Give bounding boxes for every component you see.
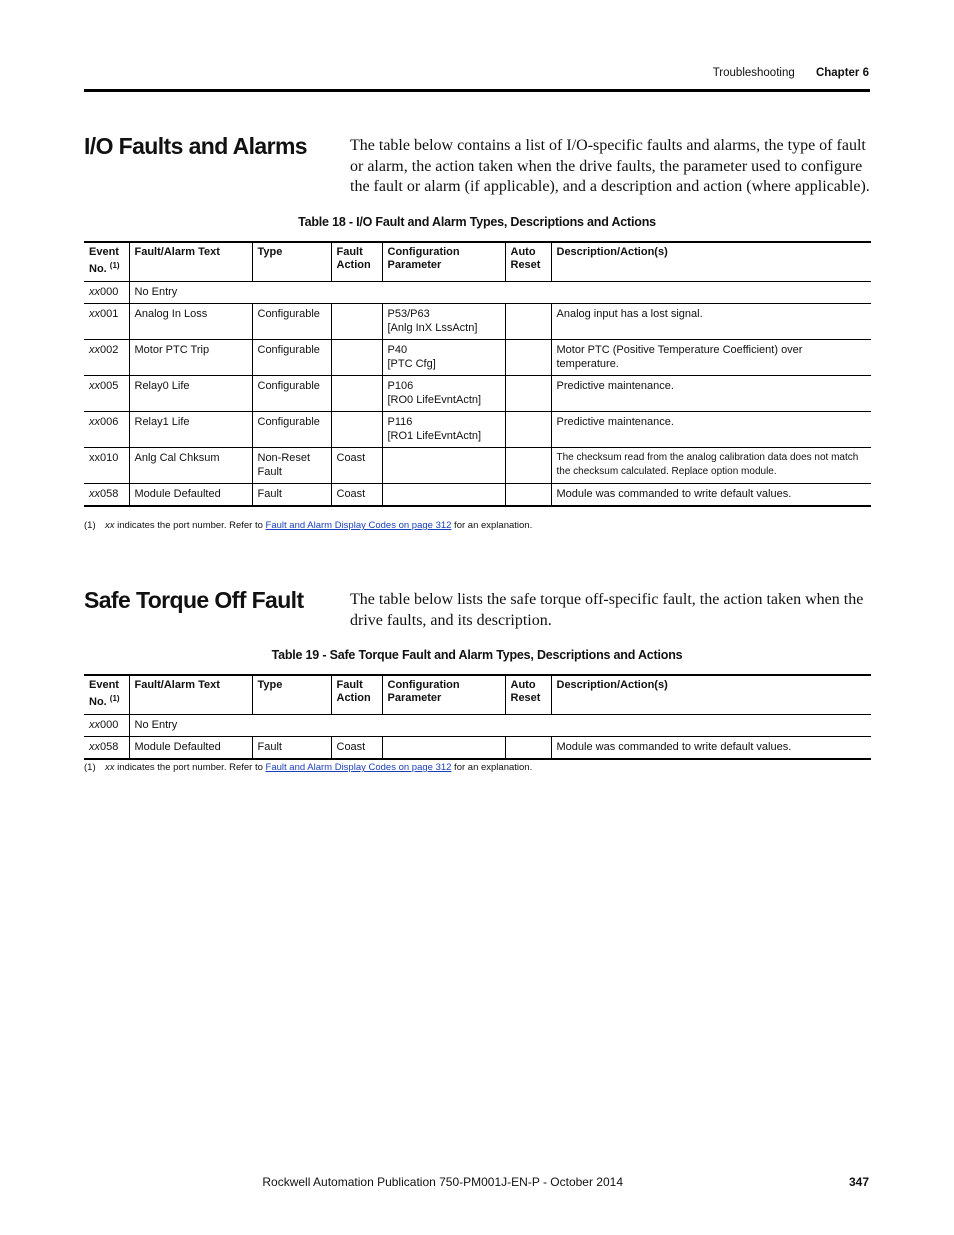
config-parameter: P106 [RO0 LifeEvntActn]: [382, 376, 505, 412]
config-parameter: [382, 448, 505, 484]
col-config-param: Configuration Parameter: [382, 675, 505, 715]
fault-type: Configurable: [252, 304, 331, 340]
io-table-caption: Table 18 - I/O Fault and Alarm Types, Descriptions and Actions: [298, 215, 656, 229]
running-header: [713, 67, 869, 79]
auto-reset: [505, 376, 551, 412]
config-parameter: P53/P63 [Anlg InX LssActn]: [382, 304, 505, 340]
sto-table-caption: Table 19 - Safe Torque Fault and Alarm Types, Descriptions and Actions: [271, 648, 683, 662]
fault-action: [331, 412, 382, 448]
event-number: xx000: [84, 715, 129, 737]
io-fault-table: [84, 241, 871, 507]
fault-action: [331, 376, 382, 412]
header-chapter: Chapter 6: [815, 67, 869, 79]
fault-text: Relay0 Life: [129, 376, 252, 412]
fault-text: Module Defaulted: [129, 737, 252, 760]
col-fault-action: Fault Action: [331, 675, 382, 715]
config-parameter: P116 [RO1 LifeEvntActn]: [382, 412, 505, 448]
fault-text: Module Defaulted: [129, 484, 252, 507]
fault-action: Coast: [331, 484, 382, 507]
header-section: Troubleshooting: [712, 67, 795, 79]
fault-text: No Entry: [129, 282, 871, 304]
description: Motor PTC (Positive Temperature Coefficient) over temperature.: [551, 340, 871, 376]
event-number: xx002: [84, 340, 129, 376]
col-fault-text: Fault/Alarm Text: [129, 675, 252, 715]
sto-heading: Safe Torque Off Fault: [84, 587, 304, 613]
description: Predictive maintenance.: [551, 412, 871, 448]
fault-codes-link[interactable]: Fault and Alarm Display Codes on page 312: [265, 762, 452, 773]
event-number: xx010: [84, 448, 129, 484]
table-row: [84, 282, 871, 304]
table-row: [84, 484, 871, 507]
fault-text: Motor PTC Trip: [129, 340, 252, 376]
page-number: 347: [848, 1175, 869, 1189]
io-heading: I/O Faults and Alarms: [84, 133, 307, 159]
fault-type: Fault: [252, 484, 331, 507]
table-row: [84, 340, 871, 376]
col-description: Description/Action(s): [551, 675, 871, 715]
config-parameter: P40 [PTC Cfg]: [382, 340, 505, 376]
col-auto-reset: Auto Reset: [505, 242, 551, 282]
fault-action: [331, 340, 382, 376]
col-config-param: Configuration Parameter: [382, 242, 505, 282]
fault-type: Configurable: [252, 340, 331, 376]
auto-reset: [505, 484, 551, 507]
fault-text: Relay1 Life: [129, 412, 252, 448]
event-number: xx001: [84, 304, 129, 340]
table-row: [84, 715, 871, 737]
sto-table-header: [84, 675, 871, 715]
table-row: [84, 304, 871, 340]
io-footnote: (1) xx indicates the port number. Refer to Fault and Alarm Display Codes on page 312 for an explanation.: [84, 520, 533, 531]
fault-action: Coast: [331, 737, 382, 760]
event-number: xx058: [84, 737, 129, 760]
description: Analog input has a lost signal.: [551, 304, 871, 340]
fault-type: Fault: [252, 737, 331, 760]
fault-type: Configurable: [252, 412, 331, 448]
auto-reset: [505, 412, 551, 448]
config-parameter: [382, 737, 505, 760]
auto-reset: [505, 448, 551, 484]
description: The checksum read from the analog calibration data does not match the checksum calculated. Replace option module.: [551, 448, 871, 484]
description: Predictive maintenance.: [551, 376, 871, 412]
table-row: [84, 376, 871, 412]
table-row: [84, 412, 871, 448]
auto-reset: [505, 737, 551, 760]
col-event-no: Event No. $^{(1)}$: [84, 675, 129, 715]
event-number: xx000: [84, 282, 129, 304]
description: Module was commanded to write default values.: [551, 484, 871, 507]
event-number: xx058: [84, 484, 129, 507]
fault-text: Analog In Loss: [129, 304, 252, 340]
description: Module was commanded to write default values.: [551, 737, 871, 760]
col-fault-action: Fault Action: [331, 242, 382, 282]
sto-footnote: (1) xx indicates the port number. Refer to Fault and Alarm Display Codes on page 312 for an explanation.: [84, 762, 533, 773]
col-type: Type: [252, 675, 331, 715]
col-type: Type: [252, 242, 331, 282]
sto-fault-table: [84, 674, 871, 760]
fault-codes-link[interactable]: Fault and Alarm Display Codes on page 312: [265, 520, 452, 531]
fault-text: Anlg Cal Chksum: [129, 448, 252, 484]
io-intro: The table below contains a list of I/O-specific faults and alarms, the type of fault or alarm, the action taken when the drive faults, the parameter used to configure the fault or alarm (if applicable), and a description and action (where applicable).: [350, 137, 870, 195]
config-parameter: [382, 484, 505, 507]
io-table-header: [84, 242, 871, 282]
col-fault-text: Fault/Alarm Text: [129, 242, 252, 282]
fault-action: Coast: [331, 448, 382, 484]
event-number: xx005: [84, 376, 129, 412]
col-event-no: Event No. $^{(1)}$: [84, 242, 129, 282]
header-rule: [84, 89, 870, 92]
sto-intro: The table below lists the safe torque off-specific fault, the action taken when the drive faults, and its description.: [350, 591, 864, 629]
col-description: Description/Action(s): [551, 242, 871, 282]
table-row: [84, 737, 871, 760]
auto-reset: [505, 340, 551, 376]
fault-type: Configurable: [252, 376, 331, 412]
table-row: [84, 448, 871, 484]
fault-text: No Entry: [129, 715, 871, 737]
col-auto-reset: Auto Reset: [505, 675, 551, 715]
publication-footer: Rockwell Automation Publication 750-PM001J-EN-P - October 2014: [262, 1175, 623, 1189]
auto-reset: [505, 304, 551, 340]
fault-type: Non-Reset Fault: [252, 448, 331, 484]
fault-action: [331, 304, 382, 340]
event-number: xx006: [84, 412, 129, 448]
